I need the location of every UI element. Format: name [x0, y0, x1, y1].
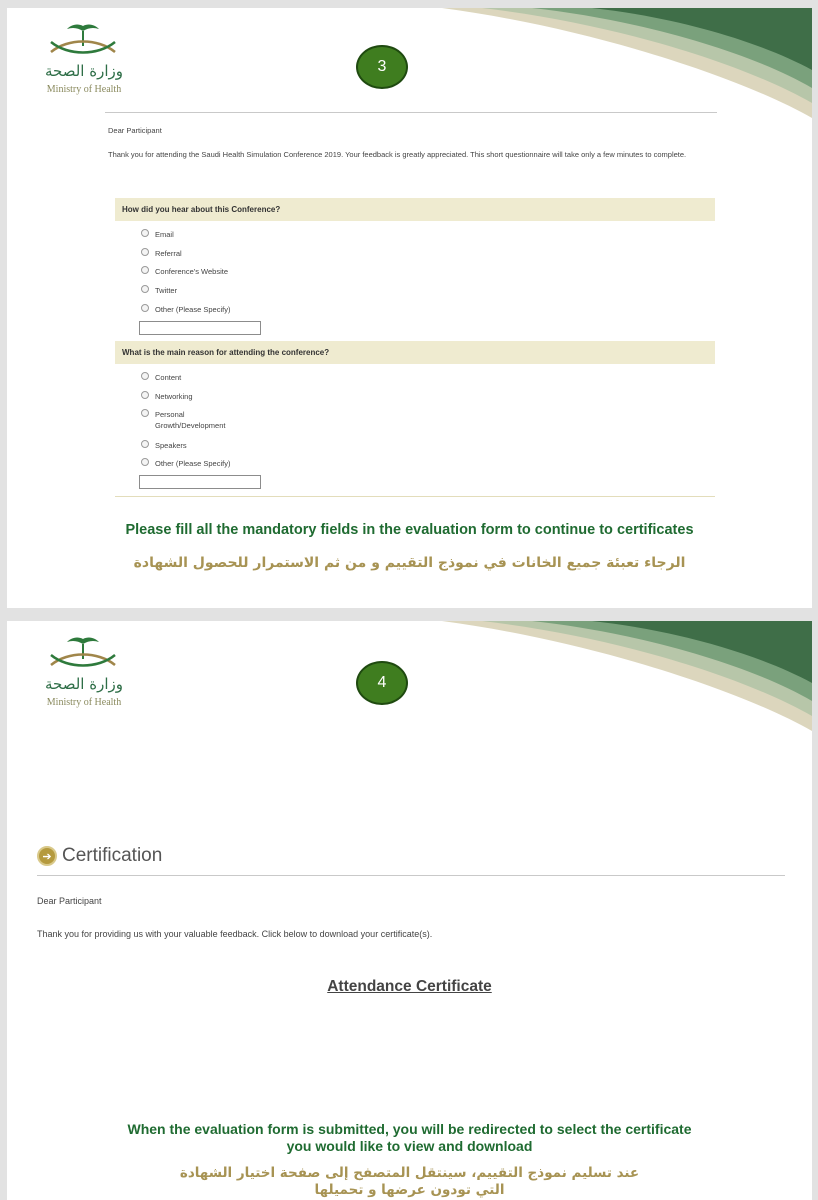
header-swoosh-decoration	[442, 8, 812, 118]
radio-button[interactable]	[141, 304, 149, 312]
greeting-text: Dear Participant	[37, 896, 102, 906]
intro-text: Thank you for attending the Saudi Health Simulation Conference 2019. Your feedback is greatly appreciated. This short questionnaire will take only a few minutes to complete.	[108, 150, 687, 159]
question-header: How did you hear about this Conference?	[115, 198, 715, 221]
section-divider	[37, 875, 785, 876]
radio-option[interactable]	[141, 285, 177, 299]
header-divider	[105, 112, 717, 113]
survey-page	[7, 8, 812, 608]
palm-swords-emblem-icon	[43, 22, 123, 64]
question-header: What is the main reason for attending the conference?	[115, 341, 715, 364]
radio-button[interactable]	[141, 372, 149, 380]
radio-option[interactable]	[141, 372, 181, 386]
step-number-badge: 3	[356, 45, 408, 89]
radio-button[interactable]	[141, 391, 149, 399]
radio-button[interactable]	[141, 409, 149, 417]
redirect-note-line2: you would like to view and download	[286, 1138, 533, 1154]
radio-label: Networking	[155, 392, 193, 401]
radio-label: Referral	[155, 249, 182, 258]
other-specify-input[interactable]	[139, 475, 261, 489]
redirect-note-arabic-line1: عند تسليم نموذج التقييم، سينتقل المتصفح إلى صفحة اختيار الشهادة	[179, 1165, 640, 1181]
radio-label: Speakers	[155, 441, 187, 450]
certification-heading	[37, 843, 162, 869]
logo-arabic-text: وزارة الصحة	[45, 675, 123, 693]
radio-label: Content	[155, 373, 182, 382]
radio-option[interactable]	[141, 229, 174, 243]
palm-swords-emblem-icon	[43, 635, 123, 677]
radio-label: Personal Growth/Development	[155, 410, 226, 430]
other-specify-input[interactable]	[139, 321, 261, 335]
form-bottom-divider	[115, 496, 715, 497]
radio-option[interactable]	[141, 304, 230, 318]
radio-button[interactable]	[141, 229, 149, 237]
section-title: Certification	[62, 845, 163, 866]
radio-label: Other (Please Specify)	[155, 305, 231, 314]
logo-english-text: Ministry of Health	[46, 84, 122, 95]
greeting-text: Dear Participant	[108, 126, 162, 135]
radio-option[interactable]	[141, 458, 230, 472]
logo-english-text: Ministry of Health	[46, 697, 122, 708]
radio-label: Email	[155, 230, 174, 239]
radio-option[interactable]	[141, 409, 245, 435]
step-number-badge: 4	[356, 661, 408, 705]
radio-option[interactable]	[141, 248, 182, 262]
radio-option[interactable]	[141, 266, 228, 280]
radio-label: Conference's Website	[155, 267, 228, 276]
mandatory-fields-note: Please fill all the mandatory fields in the evaluation form to continue to certificates	[125, 522, 694, 538]
ministry-of-health-logo	[29, 22, 139, 102]
radio-button[interactable]	[141, 440, 149, 448]
header-swoosh-decoration	[442, 621, 812, 731]
attendance-certificate-link[interactable]: Attendance Certificate	[327, 978, 492, 995]
radio-option[interactable]	[141, 391, 193, 405]
radio-button[interactable]	[141, 266, 149, 274]
radio-button[interactable]	[141, 458, 149, 466]
logo-arabic-text: وزارة الصحة	[45, 62, 123, 80]
radio-button[interactable]	[141, 248, 149, 256]
redirect-note-line1: When the evaluation form is submitted, you will be redirected to select the certificate	[127, 1121, 692, 1137]
ministry-of-health-logo	[29, 635, 139, 715]
certification-page	[7, 621, 812, 1200]
arrow-circle-icon: ➔	[37, 846, 57, 866]
radio-option[interactable]	[141, 440, 187, 454]
radio-label: Other (Please Specify)	[155, 459, 231, 468]
thank-you-message: Thank you for providing us with your valuable feedback. Click below to download your certificate(s).	[37, 929, 433, 939]
mandatory-fields-note-arabic: الرجاء تعبئة جميع الخانات في نموذج التقييم و من ثم الاستمرار للحصول الشهادة	[133, 555, 686, 571]
redirect-note-arabic-line2: التي تودون عرضها و تحميلها	[314, 1182, 505, 1198]
radio-button[interactable]	[141, 285, 149, 293]
radio-label: Twitter	[155, 286, 178, 295]
